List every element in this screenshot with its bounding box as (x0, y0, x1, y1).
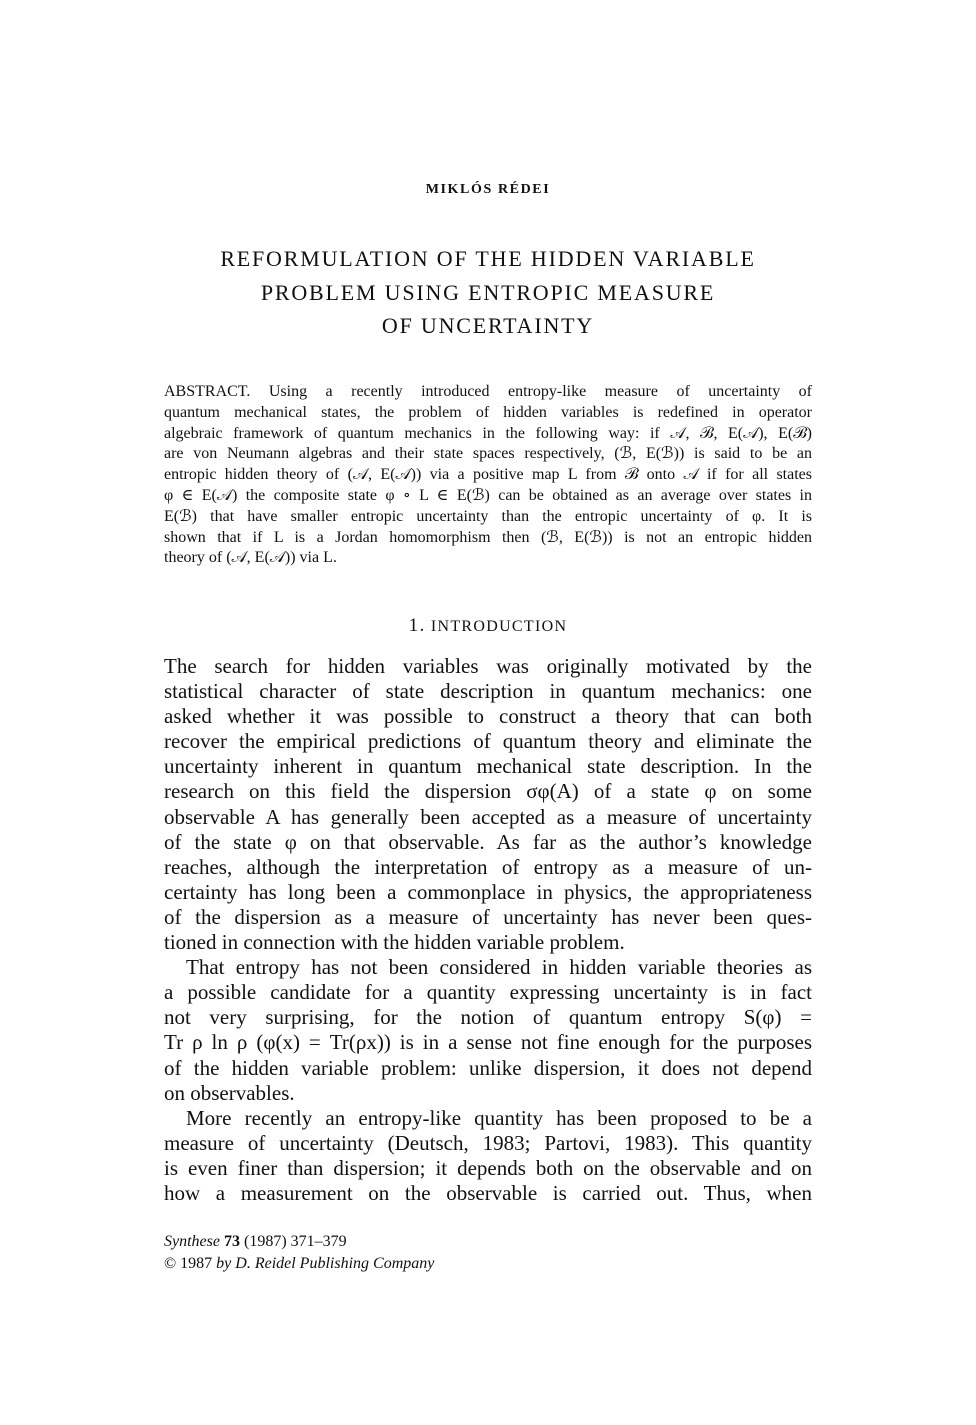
abstract-line: φ ∈ E(𝒜) the composite state φ ∘ L ∈ E(ℬ) can be obtained as an average over states in (164, 486, 812, 504)
author-name: MIKLÓS RÉDEI (425, 182, 551, 197)
paragraph (164, 955, 812, 1106)
text-line: More recently an entropy-like quantity has been proposed to be a (186, 1105, 812, 1130)
journal-citation (164, 1231, 434, 1253)
text-line: a possible candidate for a quantity expressing uncertainty is in fact (164, 980, 812, 1005)
abstract-line: algebraic framework of quantum mechanics in the following way: if 𝒜, ℬ, E(𝒜), E(ℬ) (164, 424, 812, 442)
journal-pages: (1987) 371–379 (243, 1233, 347, 1250)
abstract-line: theory of (𝒜, E(𝒜)) via L. (164, 549, 337, 567)
journal-name: Synthese (164, 1233, 220, 1250)
title-line: PROBLEM USING ENTROPIC MEASURE (260, 279, 716, 305)
title-line: REFORMULATION OF THE HIDDEN VARIABLE (220, 246, 756, 271)
text-line: of the hidden variable problem: unlike dispersion, it does not depend (164, 1055, 812, 1080)
text-line: Tr ρ ln ρ (φ(x) = Tr(ρx)) is in a sense not fine enough for the purposes (164, 1030, 812, 1055)
journal-volume: 73 (223, 1233, 240, 1250)
text-line: asked whether it was possible to construct a theory that can both (164, 704, 812, 729)
abstract-line: quantum mechanical states, the problem of hidden variables is redefined in operator (164, 403, 812, 421)
paragraph (164, 1106, 812, 1206)
text-line: measure of uncertainty (Deutsch, 1983; Partovi, 1983). This quantity (164, 1130, 812, 1155)
text-line: uncertainty inherent in quantum mechanical state description. In the (164, 754, 812, 779)
paragraph (164, 654, 812, 955)
text-line: observable A has generally been accepted as a measure of uncertainty (164, 804, 812, 829)
abstract-line: entropic hidden theory of (𝒜, E(𝒜)) via a positive map L from ℬ onto 𝒜 if for all states (164, 466, 812, 484)
text-line: of the state φ on that observable. As far as the author’s knowledge (164, 829, 812, 854)
section-heading (0, 615, 976, 637)
text-line: statistical character of state description in quantum mechanics: one (164, 679, 812, 704)
abstract-line: shown that if L is a Jordan homomorphism then (ℬ, E(ℬ)) is not an entropic hidden (164, 528, 812, 546)
publisher: by D. Reidel Publishing Company (216, 1255, 435, 1272)
section-number: 1. (408, 615, 426, 636)
text-line: recover the empirical predictions of quantum theory and eliminate the (164, 729, 812, 754)
text-line: is even finer than dispersion; it depends both on the observable and on (164, 1155, 812, 1180)
text-line: reaches, although the interpretation of entropy as a measure of un- (164, 854, 812, 879)
text-line: That entropy has not been considered in hidden variable theories as (186, 955, 812, 980)
abstract-line: E(ℬ) that have smaller entropic uncertainty than the entropic uncertainty of φ. It is (164, 507, 812, 525)
text-line: certainty has long been a commonplace in physics, the appropriateness (164, 879, 812, 904)
copyright-year: 1987 (180, 1255, 213, 1272)
text-line: tioned in connection with the hidden variable problem. (164, 930, 625, 955)
copyright-line (164, 1253, 434, 1275)
text-line: on observables. (164, 1080, 295, 1105)
abstract-line: ABSTRACT. Using a recently introduced entropy-like measure of uncertainty of (164, 383, 812, 400)
text-line: of the dispersion as a measure of uncertainty has never been ques- (164, 904, 812, 929)
body-text (164, 654, 812, 1206)
text-line: how a measurement on the observable is carried out. Thus, when (164, 1180, 812, 1205)
abstract (164, 382, 812, 569)
text-line: research on this field the dispersion σφ(A) of a state φ on some (164, 779, 812, 804)
abstract-line: are von Neumann algebras and their state spaces respectively, (ℬ, E(ℬ)) is said to be an (164, 445, 812, 463)
section-title: INTRODUCTION (430, 618, 568, 635)
footer-citation (164, 1231, 434, 1275)
text-line: not very surprising, for the notion of quantum entropy S(φ) = (164, 1005, 812, 1030)
title-line: OF UNCERTAINTY (381, 313, 595, 338)
text-line: The search for hidden variables was originally motivated by the (164, 654, 812, 678)
copyright-symbol: © (164, 1255, 177, 1272)
paper-title (0, 242, 976, 343)
